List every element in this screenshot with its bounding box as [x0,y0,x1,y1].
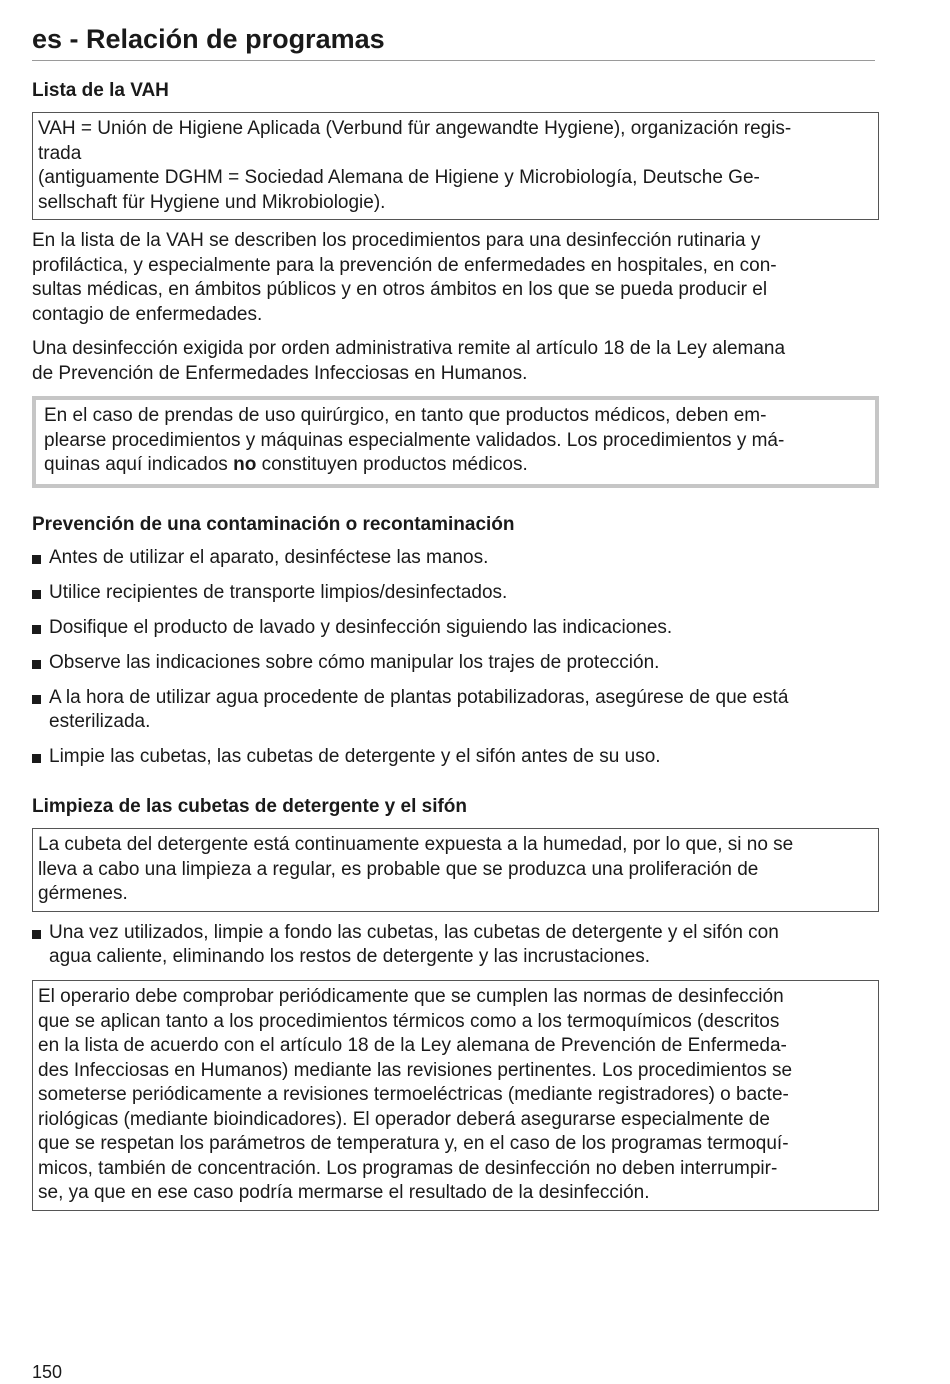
list-item [32,745,879,770]
text-line: riológicas (mediante bioindicadores). El operador deberá asegurarse especialmente de [38,1108,770,1130]
list-item-text: Dosifique el producto de lavado y desinfección siguiendo las indicaciones. [49,616,673,638]
text-line: sellschaft für Hygiene und Mikrobiologie). [38,191,386,213]
text-line: se, ya que en ese caso podría mermarse el resultado de la desinfección. [38,1182,650,1203]
list-item [32,651,879,676]
section-heading-cleaning: Limpieza de las cubetas de detergente y el sifón [32,796,468,817]
vah-paragraph-2 [32,337,879,386]
text-line: que se aplican tanto a los procedimientos térmicos como a los termoquímicos (descritos [38,1010,780,1032]
text-line: contagio de enfermedades. [32,303,263,325]
list-item-text: Antes de utilizar el aparato, desinféctese las manos. [49,546,489,568]
text-line: someterse periódicamente a revisiones termoeléctricas (mediante registradores) o bacte- [38,1084,789,1105]
cleaning-list [32,921,879,970]
list-item-text: Observe las indicaciones sobre cómo manipular los trajes de protección. [49,651,660,673]
bullet-square-icon [32,930,41,939]
text-line: (antiguamente DGHM = Sociedad Alemana de Higiene y Microbiología, Deutsche Ge- [38,167,760,188]
text-line: que se respetan los parámetros de temperatura y, en el caso de los programas termoquí- [38,1133,789,1154]
bullet-square-icon [32,695,41,704]
bullet-square-icon [32,754,41,763]
text-line [44,453,867,478]
page-title: es - Relación de programas [32,20,875,61]
text-line: La cubeta del detergente está continuamente expuesta a la humedad, por lo que, si no se [38,834,794,855]
disinfection-check-box [32,980,879,1211]
medical-products-note [32,396,879,488]
text-run: quinas aquí indicados [44,454,234,475]
list-item-text: A la hora de utilizar agua procedente de plantas potabilizadoras, asegúrese de que está [49,686,789,708]
list-item-text: Limpie las cubetas, las cubetas de detergente y el sifón antes de su uso. [49,746,661,767]
text-line: VAH = Unión de Higiene Aplicada (Verbund für angewandte Hygiene), organización regis- [38,118,792,139]
section-heading-prevention: Prevención de una contaminación o recontaminación [32,513,515,535]
bullet-square-icon [32,590,41,599]
text-line: micos, también de concentración. Los programas de desinfección no deben interrumpir- [38,1157,778,1179]
text-line: profiláctica, y especialmente para la prevención de enfermedades en hospitales, en con- [32,254,777,276]
text-line: En el caso de prendas de uso quirúrgico, en tanto que productos médicos, deben em- [44,405,767,426]
text-line: trada [38,142,82,164]
list-item [32,686,879,735]
text-line: en la lista de acuerdo con el artículo 18 de la Ley alemana de Prevención de Enfermeda- [38,1035,787,1056]
section-heading-vah: Lista de la VAH [32,80,169,101]
text-line: des Infecciosas en Humanos) mediante las revisiones pertinentes. Los procedimientos se [38,1059,793,1081]
vah-definition-box [32,112,879,220]
text-line: En la lista de la VAH se describen los procedimientos para una desinfección rutinaria y [32,230,761,251]
page-number: 150 [32,1362,63,1382]
text-line: sultas médicas, en ámbitos públicos y en otros ámbitos en los que se pueda producir el [32,279,768,300]
prevention-list [32,546,879,770]
emphasis-no: no [233,454,257,475]
text-line: gérmenes. [38,883,128,904]
list-item [32,921,879,970]
list-item-text: Utilice recipientes de transporte limpios/desinfectados. [49,581,508,603]
text-line: de Prevención de Enfermedades Infecciosas en Humanos. [32,362,528,384]
text-line: plearse procedimientos y máquinas especialmente validados. Los procedimientos y má- [44,429,785,451]
vah-paragraph-1 [32,229,879,327]
text-line: Una desinfección exigida por orden administrativa remite al artículo 18 de la Ley alemana [32,338,786,359]
bullet-square-icon [32,625,41,634]
list-item [32,616,879,641]
bullet-square-icon [32,555,41,564]
text-run: constituyen productos médicos. [256,454,528,475]
bullet-square-icon [32,660,41,669]
list-item-text: agua caliente, eliminando los restos de detergente y las incrustaciones. [49,946,650,967]
detergent-drawer-box [32,828,879,912]
list-item-text: Una vez utilizados, limpie a fondo las cubetas, las cubetas de detergente y el sifón con [49,921,779,943]
list-item [32,546,879,571]
page-content [32,78,879,1220]
text-line: El operario debe comprobar periódicamente que se cumplen las normas de desinfección [38,986,784,1007]
list-item [32,581,879,606]
list-item-text: esterilizada. [49,711,151,732]
text-line: lleva a cabo una limpieza a regular, es probable que se produzca una proliferación de [38,858,759,880]
